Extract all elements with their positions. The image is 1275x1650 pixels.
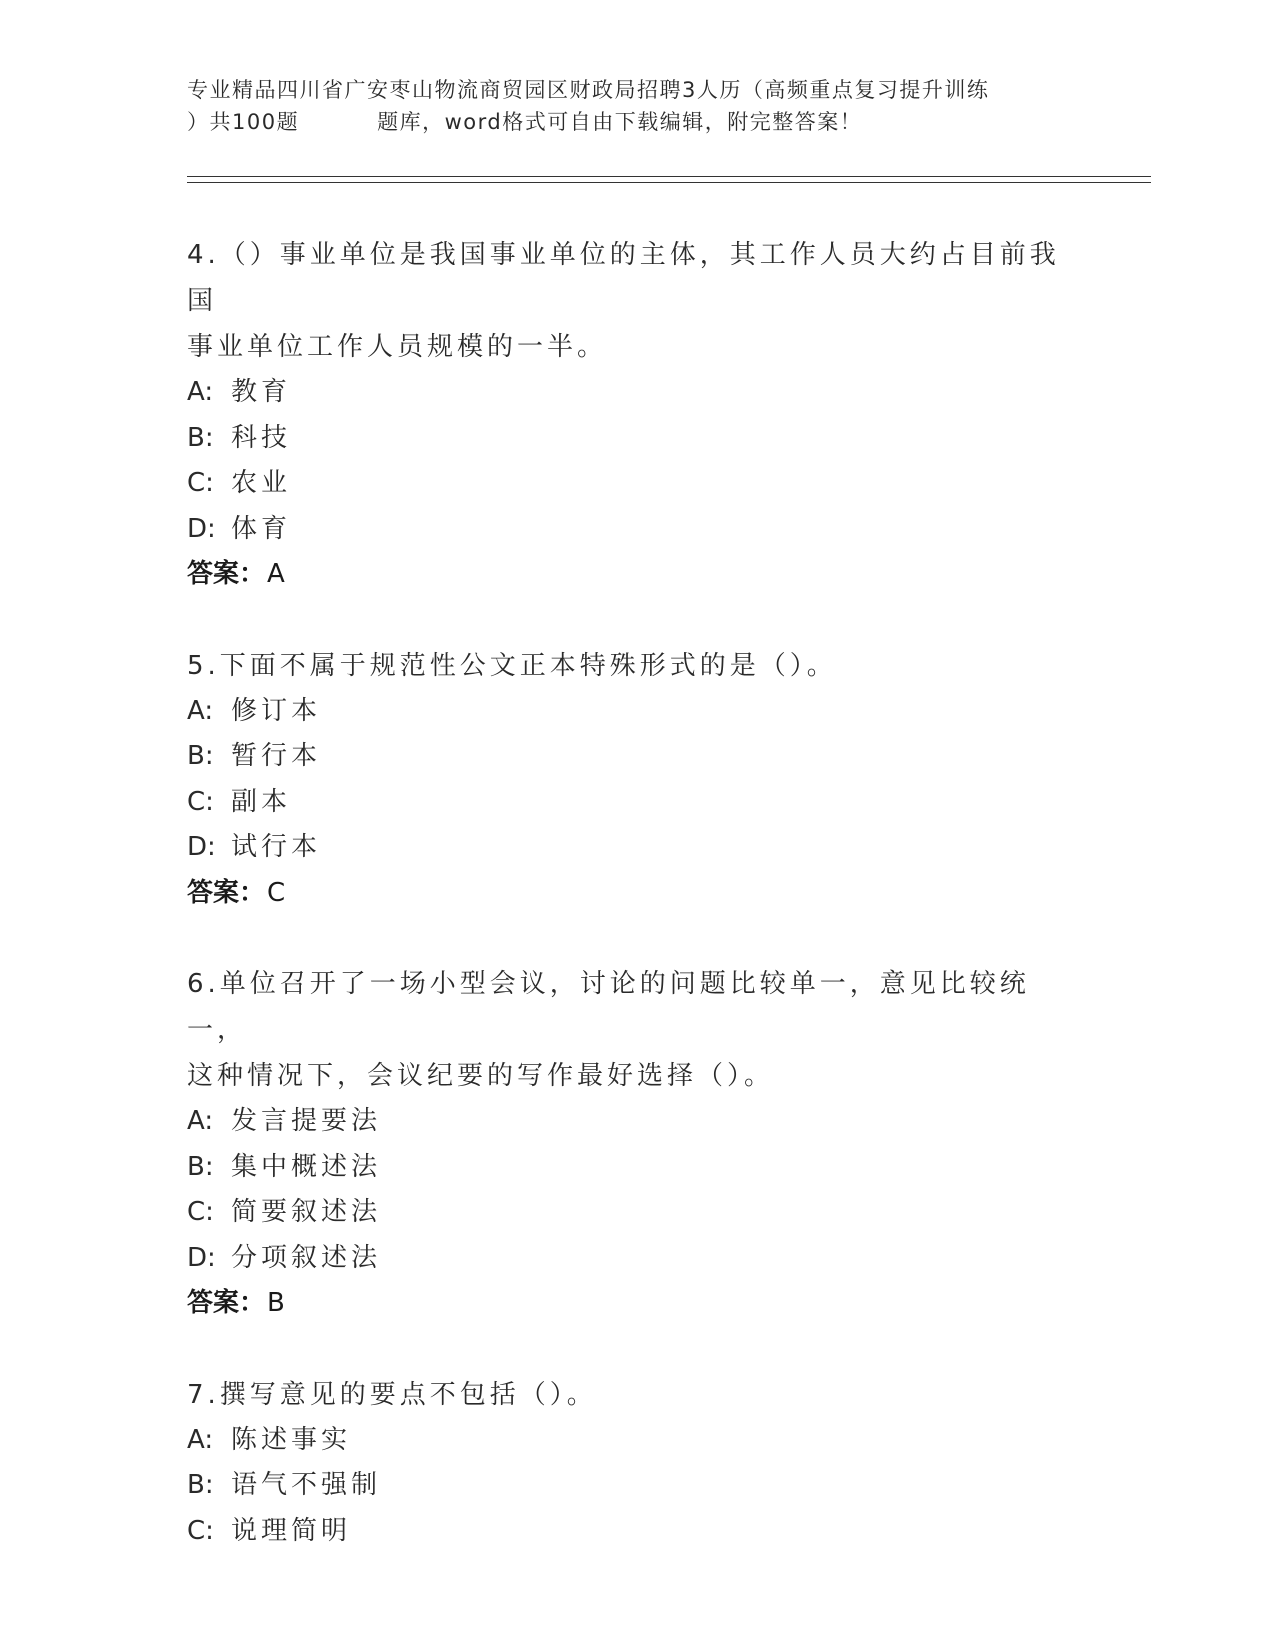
option-text: 修订本 — [231, 695, 322, 726]
option-key: A: — [187, 1424, 214, 1455]
answer-line — [187, 871, 1087, 917]
option-text: 副本 — [231, 786, 292, 817]
header-divider-bottom — [187, 182, 1151, 183]
question-6 — [187, 961, 1087, 1327]
option-key: B: — [187, 1470, 214, 1500]
document-header — [187, 74, 1087, 138]
header-line-1: 专业精品四川省广安枣山物流商贸园区财政局招聘3人历（高频重点复习提升训练 — [187, 78, 990, 102]
header-divider-top — [187, 176, 1151, 177]
option-key: A: — [187, 1106, 214, 1136]
option-text: 语气不强制 — [231, 1470, 382, 1500]
question-text-continued: 事业单位工作人员规模的一半。 — [187, 332, 608, 362]
option-text: 说理简明 — [231, 1515, 352, 1546]
option-a — [187, 1099, 1087, 1145]
question-text: 7.撰写意见的要点不包括（）。 — [187, 1379, 597, 1410]
option-c — [187, 1509, 1087, 1555]
answer-value: A — [267, 559, 285, 589]
option-key: D: — [187, 832, 216, 862]
option-key: A: — [187, 695, 214, 726]
answer-line — [187, 1281, 1087, 1327]
question-text: 6.单位召开了一场小型会议，讨论的问题比较单一，意见比较统一， — [187, 969, 1030, 1045]
question-text-continued: 这种情况下，会议纪要的写作最好选择（）。 — [187, 1061, 775, 1091]
option-c — [187, 1190, 1087, 1236]
question-7 — [187, 1372, 1087, 1555]
option-text: 科技 — [231, 422, 292, 453]
option-a — [187, 370, 1087, 416]
option-text: 集中概述法 — [231, 1151, 382, 1182]
option-key: A: — [187, 377, 214, 407]
option-a — [187, 1418, 1087, 1464]
answer-value: B — [267, 1288, 285, 1318]
option-key: D: — [187, 513, 216, 544]
answer-label: 答案： — [187, 1288, 266, 1318]
option-a — [187, 689, 1087, 735]
option-text: 陈述事实 — [231, 1424, 352, 1455]
option-c — [187, 780, 1087, 826]
option-key: B: — [187, 422, 214, 453]
header-line-2-part-b: 题库，word格式可自由下载编辑，附完整答案！ — [377, 110, 863, 134]
option-b — [187, 734, 1087, 780]
question-4 — [187, 232, 1087, 598]
question-text: 5.下面不属于规范性公文正本特殊形式的是（）。 — [187, 650, 837, 681]
option-key: B: — [187, 741, 214, 771]
option-key: B: — [187, 1151, 214, 1182]
header-line-2-part-a: ）共100题 — [187, 110, 300, 134]
option-b — [187, 1145, 1087, 1191]
answer-label: 答案： — [187, 559, 266, 589]
option-text: 试行本 — [231, 832, 322, 862]
option-text: 教育 — [231, 377, 292, 407]
option-key: D: — [187, 1242, 216, 1273]
option-text: 分项叙述法 — [231, 1242, 382, 1273]
option-text: 简要叙述法 — [231, 1197, 382, 1227]
option-text: 发言提要法 — [231, 1106, 382, 1136]
option-b — [187, 1463, 1087, 1509]
question-list — [187, 232, 1087, 1599]
option-text: 农业 — [231, 468, 292, 498]
option-b — [187, 416, 1087, 462]
option-key: C: — [187, 1515, 214, 1546]
question-5 — [187, 643, 1087, 917]
option-key: C: — [187, 786, 214, 817]
answer-line — [187, 552, 1087, 598]
option-key: C: — [187, 468, 214, 498]
option-c — [187, 461, 1087, 507]
option-key: C: — [187, 1197, 214, 1227]
option-d — [187, 825, 1087, 871]
question-text: 4.（）事业单位是我国事业单位的主体，其工作人员大约占目前我国 — [187, 240, 1060, 316]
option-text: 体育 — [231, 513, 292, 544]
answer-label: 答案： — [187, 877, 266, 908]
option-text: 暂行本 — [231, 741, 322, 771]
answer-value: C — [267, 877, 286, 908]
option-d — [187, 1236, 1087, 1282]
option-d — [187, 507, 1087, 553]
header-line-2 — [187, 106, 1087, 138]
